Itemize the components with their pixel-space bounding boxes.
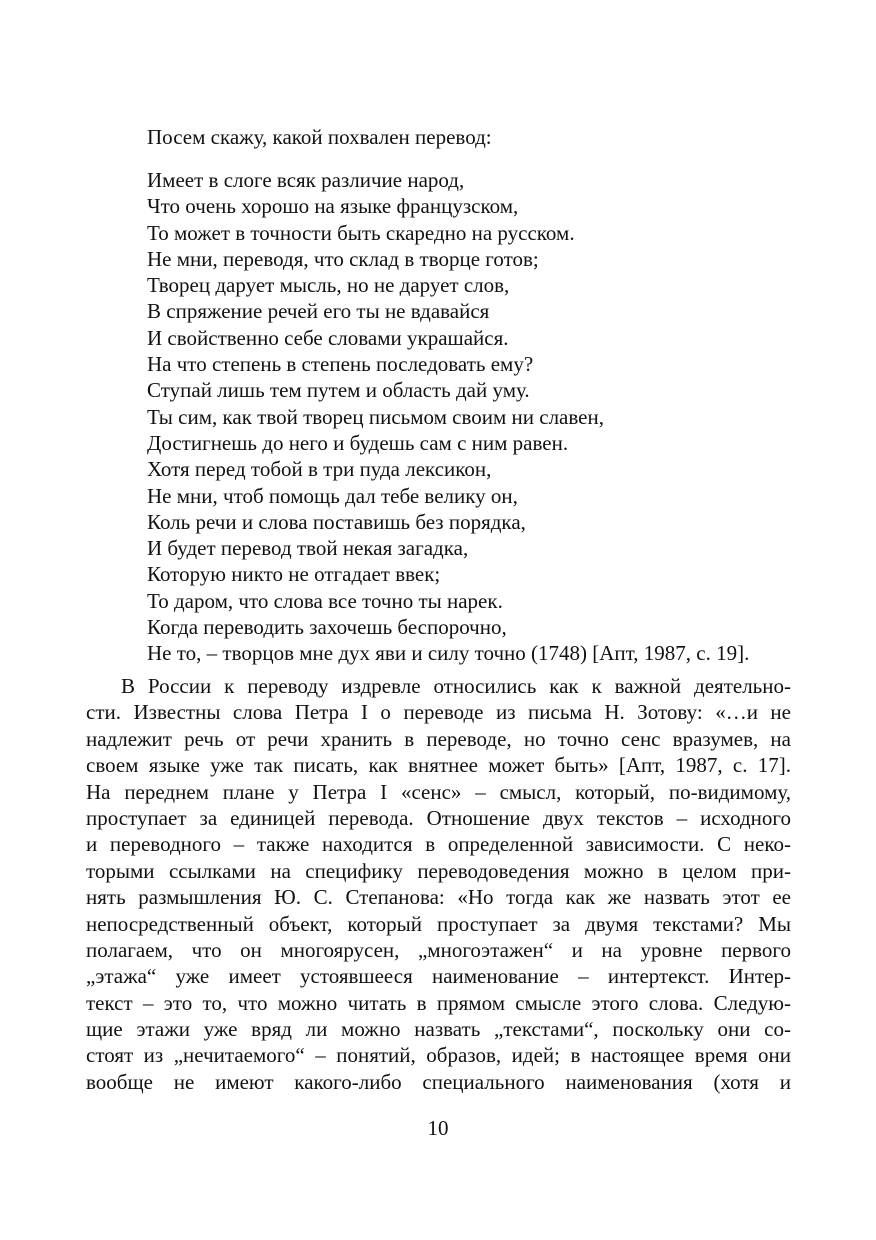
- poem-line: Которую никто не отгадает ввек;: [147, 562, 441, 587]
- poem-line: В спряжение речей его ты не вдавайся: [147, 299, 490, 324]
- poem-line: Ты сим, как твой творец письмом своим ни славен,: [147, 404, 604, 429]
- poem-line: Не мни, переводя, что склад в творце готов;: [147, 246, 539, 271]
- paragraph-line: вообще не имеют какого-либо специального наименования (хотя и: [86, 1069, 791, 1094]
- poem-line: Достигнешь до него и будешь сам с ним равен.: [147, 430, 569, 455]
- paragraph-line: щие этажи уже вряд ли можно назвать „текстами“, поскольку они со-: [86, 1017, 791, 1042]
- paragraph-line: проступает за единицей перевода. Отношение двух текстов – исходного: [86, 805, 791, 830]
- poem-line: Не мни, чтоб помощь дал тебе велику он,: [147, 483, 518, 508]
- poem-line: Творец дарует мысль, но не дарует слов,: [147, 273, 510, 298]
- poem-line: На что степень в степень последовать ему?: [147, 352, 534, 377]
- paragraph-line: полагаем, что он многоярусен, „многоэтажен“ и на уровне первого: [86, 937, 791, 962]
- body-paragraph: [86, 673, 791, 1095]
- poem-line: Хотя перед тобой в три пуда лексикон,: [147, 457, 492, 482]
- poem-line: То может в точности быть скаредно на русском.: [147, 220, 575, 245]
- paragraph-line: непосредственный объект, который проступает за двумя текстами? Мы: [86, 911, 791, 936]
- poem-line: Ступай лишь тем путем и область дай уму.: [147, 378, 530, 403]
- paragraph-line: текст – это то, что можно читать в прямом смысле этого слова. Следую-: [86, 990, 791, 1015]
- paragraph-line: стоят из „нечитаемого“ – понятий, образов, идей; в настоящее время они: [86, 1043, 791, 1068]
- paragraph-line: На переднем плане у Петра I «сенс» – смысл, который, по-видимому,: [86, 779, 791, 804]
- page-number: 10: [427, 1116, 449, 1140]
- poem-line: Коль речи и слова поставишь без порядка,: [147, 509, 526, 534]
- poem-line: И свойственно себе словами украшайся.: [147, 325, 509, 350]
- paragraph-line: и переводного – также находится в определенной зависимости. С неко-: [86, 832, 791, 857]
- paragraph-line: В России к переводу издревле относились как к важной деятельно-: [121, 674, 791, 698]
- poem-line: То даром, что слова все точно ты нарек.: [147, 588, 503, 613]
- poem-line: Имеет в слоге всяк различие народ,: [147, 168, 465, 192]
- paragraph-line: „этажа“ уже имеет устоявшееся наименование – интертекст. Интер-: [86, 964, 791, 989]
- poem-line: Что очень хорошо на языке французском,: [147, 194, 519, 219]
- paragraph-line: своем языке уже так писать, как внятнее может быть» [Апт, 1987, с. 17].: [86, 753, 791, 778]
- poem-line: Когда переводить захочешь беспорочно,: [147, 615, 507, 640]
- poem-quote: [147, 167, 749, 667]
- paragraph-line: нять размышления Ю. С. Степанова: «Но тогда как же назвать этот ее: [86, 885, 791, 910]
- paragraph-line: сти. Известны слова Петра I о переводе из письма Н. Зотову: «…и не: [86, 700, 791, 725]
- intro-line: Посем скажу, какой похвален перевод:: [147, 125, 492, 149]
- poem-line: И будет перевод твой некая загадка,: [147, 536, 469, 561]
- paragraph-line: торыми ссылками на специфику переводоведения можно в целом при-: [86, 858, 791, 883]
- paragraph-line: надлежит речь от речи хранить в переводе, но точно сенс вразумев, на: [86, 726, 791, 751]
- poem-line: Не то, – творцов мне дух яви и силу точно (1748) [Апт, 1987, с. 19].: [147, 641, 750, 666]
